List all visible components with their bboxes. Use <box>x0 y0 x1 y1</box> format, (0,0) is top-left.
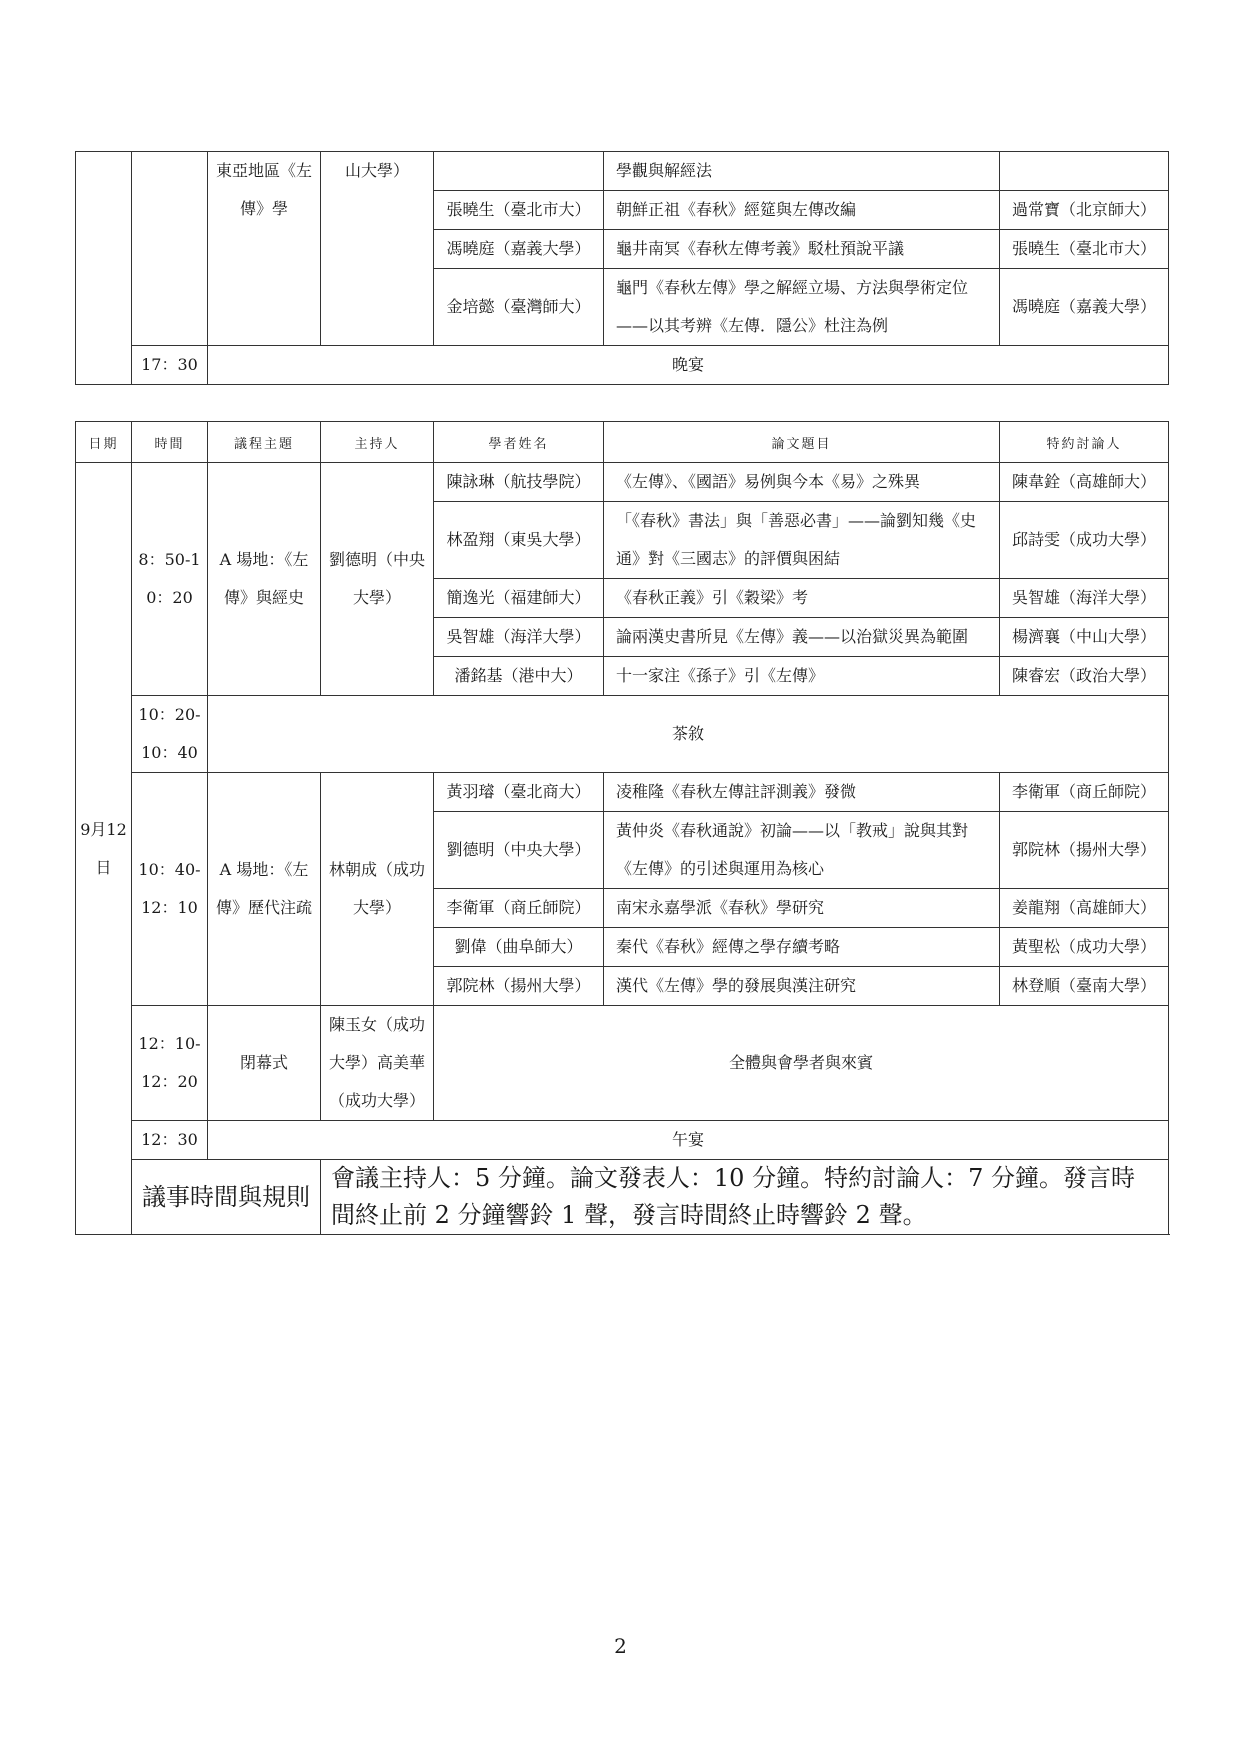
session-topic: A 場地：《左傳》與經史 <box>208 463 321 696</box>
table-row <box>76 773 1169 812</box>
date-cell: 9月12日 <box>76 463 132 1235</box>
discussant-name: 張曉生（臺北市大） <box>1000 230 1169 269</box>
table-row <box>76 1160 1169 1235</box>
lunch-label: 午宴 <box>208 1121 1169 1160</box>
discussant-name: 黃聖松（成功大學） <box>1000 928 1169 967</box>
session-topic: A 場地：《左傳》歷代注疏 <box>208 773 321 1006</box>
scholar-name: 簡逸光（福建師大） <box>434 579 604 618</box>
paper-title: 龜門《春秋左傳》學之解經立場、方法與學術定位——以其考辨《左傳．隱公》杜注為例 <box>604 269 1000 346</box>
discussant-name: 過常寶（北京師大） <box>1000 191 1169 230</box>
table-row <box>76 1121 1169 1160</box>
paper-title: 論兩漢史書所見《左傳》義——以治獄災異為範圍 <box>604 618 1000 657</box>
discussant-name: 楊濟襄（中山大學） <box>1000 618 1169 657</box>
scholar-name: 黃羽璿（臺北商大） <box>434 773 604 812</box>
header-paper: 論文題目 <box>604 422 1000 463</box>
paper-title: 秦代《春秋》經傳之學存續考略 <box>604 928 1000 967</box>
scholar-name: 林盈翔（東吳大學） <box>434 502 604 579</box>
table-row <box>76 463 1169 502</box>
tea-time: 10：20-10：40 <box>132 696 208 773</box>
schedule-table-continued <box>75 151 1169 385</box>
session-host: 劉德明（中央大學） <box>321 463 434 696</box>
scholar-name: 陳詠琳（航技學院） <box>434 463 604 502</box>
header-scholar: 學者姓名 <box>434 422 604 463</box>
discussant-name: 陳韋銓（高雄師大） <box>1000 463 1169 502</box>
scholar-name: 劉德明（中央大學） <box>434 812 604 889</box>
closing-topic: 閉幕式 <box>208 1006 321 1121</box>
discussant-name: 李衛軍（商丘師院） <box>1000 773 1169 812</box>
paper-title: 「《春秋》書法」與「善惡必書」——論劉知幾《史通》對《三國志》的評價與困結 <box>604 502 1000 579</box>
lunch-time: 12：30 <box>132 1121 208 1160</box>
paper-title: 學觀與解經法 <box>604 152 1000 191</box>
table-row <box>76 696 1169 773</box>
session-time: 10：40-12：10 <box>132 773 208 1006</box>
closing-label: 全體與會學者與來賓 <box>434 1006 1169 1121</box>
rules-text: 會議主持人：5 分鐘。論文發表人：10 分鐘。特約討論人：7 分鐘。發言時間終止前 2 分鐘響鈴 1 聲，發言時間終止時響鈴 2 聲。 <box>321 1160 1169 1235</box>
tea-label: 茶敘 <box>208 696 1169 773</box>
closing-time: 12：10-12：20 <box>132 1006 208 1121</box>
time-cell-empty <box>132 152 208 346</box>
discussant-name: 馮曉庭（嘉義大學） <box>1000 269 1169 346</box>
paper-title: 十一家注《孫子》引《左傳》 <box>604 657 1000 696</box>
scholar-name: 吳智雄（海洋大學） <box>434 618 604 657</box>
scholar-name: 馮曉庭（嘉義大學） <box>434 230 604 269</box>
header-time: 時間 <box>132 422 208 463</box>
header-discussant: 特約討論人 <box>1000 422 1169 463</box>
table-header-row <box>76 422 1169 463</box>
closing-host: 陳玉女（成功大學）高美華（成功大學） <box>321 1006 434 1121</box>
discussant-name: 姜龍翔（高雄師大） <box>1000 889 1169 928</box>
scholar-name: 潘銘基（港中大） <box>434 657 604 696</box>
discussant-name: 陳睿宏（政治大學） <box>1000 657 1169 696</box>
discussant-name: 邱詩雯（成功大學） <box>1000 502 1169 579</box>
scholar-name: 劉偉（曲阜師大） <box>434 928 604 967</box>
date-cell-empty <box>76 152 132 385</box>
dinner-time: 17：30 <box>132 346 208 385</box>
session-host: 林朝成（成功大學） <box>321 773 434 1006</box>
discussant-name: 林登順（臺南大學） <box>1000 967 1169 1006</box>
paper-title: 南宋永嘉學派《春秋》學研究 <box>604 889 1000 928</box>
table-row <box>76 346 1169 385</box>
discussant-name: 吳智雄（海洋大學） <box>1000 579 1169 618</box>
header-date: 日期 <box>76 422 132 463</box>
dinner-label: 晚宴 <box>208 346 1169 385</box>
table-row <box>76 1006 1169 1121</box>
discussant-name: 郭院林（揚州大學） <box>1000 812 1169 889</box>
paper-title: 《春秋正義》引《穀梁》考 <box>604 579 1000 618</box>
rules-label: 議事時間與規則 <box>132 1160 321 1235</box>
scholar-name: 金培懿（臺灣師大） <box>434 269 604 346</box>
scholar-name: 張曉生（臺北市大） <box>434 191 604 230</box>
discussant-empty <box>1000 152 1169 191</box>
page-number: 2 <box>614 1634 627 1658</box>
session-host: 山大學） <box>321 152 434 346</box>
paper-title: 龜井南冥《春秋左傳考義》駁杜預說平議 <box>604 230 1000 269</box>
scholar-name: 李衛軍（商丘師院） <box>434 889 604 928</box>
paper-title: 朝鮮正祖《春秋》經筵與左傳改編 <box>604 191 1000 230</box>
session-time: 8：50-10：20 <box>132 463 208 696</box>
scholar-name: 郭院林（揚州大學） <box>434 967 604 1006</box>
paper-title: 黃仲炎《春秋通說》初論——以「教戒」說與其對《左傳》的引述與運用為核心 <box>604 812 1000 889</box>
paper-title: 《左傳》、《國語》易例與今本《易》之殊異 <box>604 463 1000 502</box>
header-topic: 議程主題 <box>208 422 321 463</box>
scholar-name-empty <box>434 152 604 191</box>
paper-title: 凌稚隆《春秋左傳註評測義》發微 <box>604 773 1000 812</box>
schedule-table <box>75 421 1169 1235</box>
header-host: 主持人 <box>321 422 434 463</box>
paper-title: 漢代《左傳》學的發展與漢注研究 <box>604 967 1000 1006</box>
session-topic: 東亞地區《左傳》學 <box>208 152 321 346</box>
